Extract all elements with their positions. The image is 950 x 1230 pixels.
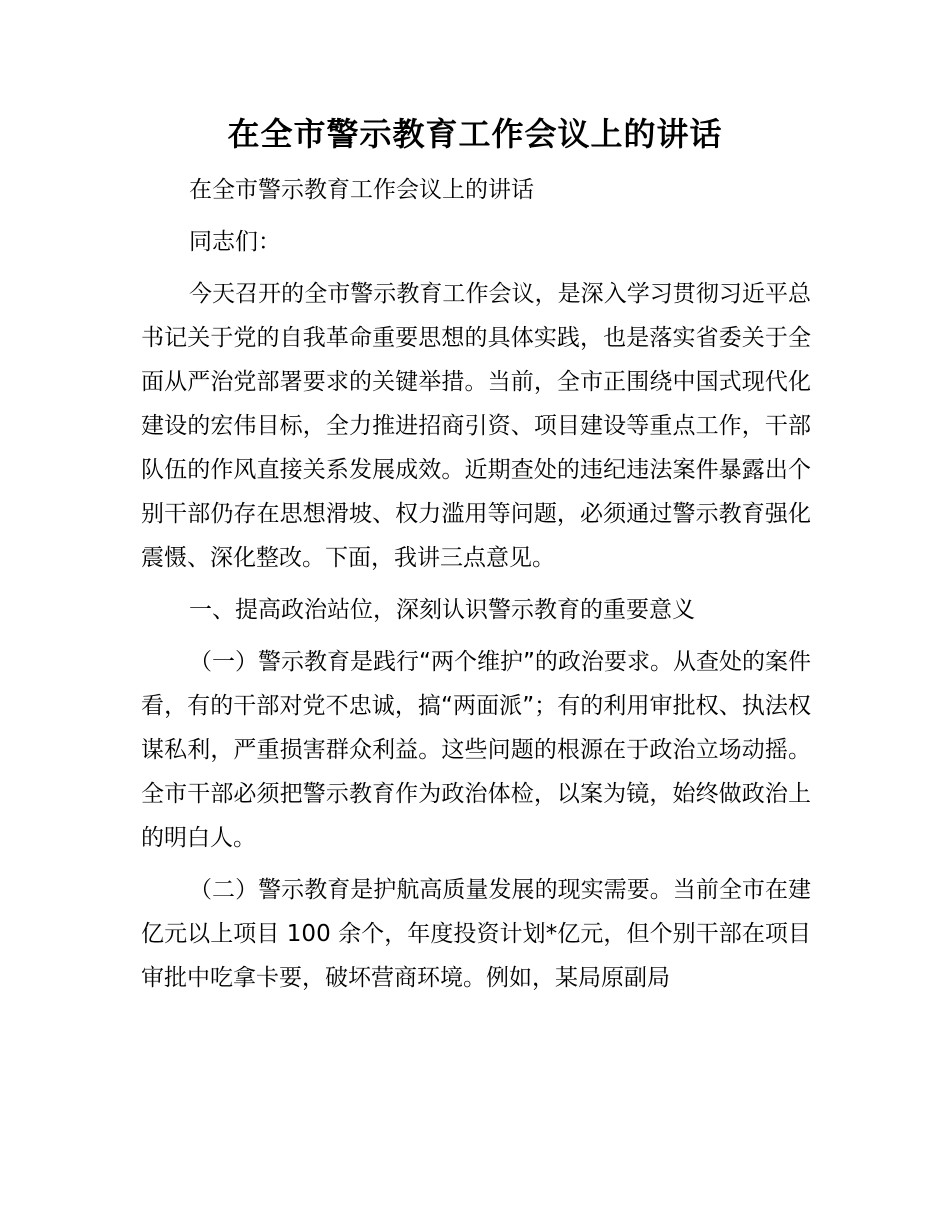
subtitle-paragraph: 在全市警示教育工作会议上的讲话 bbox=[189, 177, 534, 203]
subsection-2-paragraph: （二）警示教育是护航高质量发展的现实需要。当前全市在建亿元以上项目 100 余个，年度投资计划*亿元，但个别干部在项目审批中吃拿卡要，破坏营商环境。例如，某局原副局 bbox=[141, 877, 811, 991]
document-body bbox=[141, 168, 811, 1008]
subsection-1-paragraph: （一）警示教育是践行“两个维护”的政治要求。从查处的案件看，有的干部对党不忠诚，搞“两面派”；有的利用审批权、执法权谋私利，严重损害群众利益。这些问题的根源在于政治立场动摇。全市干部必须把警示教育作为政治体检，以案为镜，始终做政治上的明白人。 bbox=[141, 649, 811, 851]
document-title: 在全市警示教育工作会议上的讲话 bbox=[227, 115, 723, 153]
intro-paragraph: 今天召开的全市警示教育工作会议，是深入学习贯彻习近平总书记关于党的自我革命重要思想的具体实践，也是落实省委关于全面从严治党部署要求的关键举措。当前，全市正围绕中国式现代化建设的宏伟目标，全力推进招商引资、项目建设等重点工作，干部队伍的作风直接关系发展成效。近期查处的违纪违法案件暴露出个别干部仍存在思想滑坡、权力滥用等问题，必须通过警示教育强化震慑、深化整改。下面，我讲三点意见。 bbox=[141, 281, 811, 571]
salutation-paragraph: 同志们： bbox=[189, 229, 281, 255]
section-heading-1: 一、提高政治站位，深刻认识警示教育的重要意义 bbox=[189, 597, 695, 623]
